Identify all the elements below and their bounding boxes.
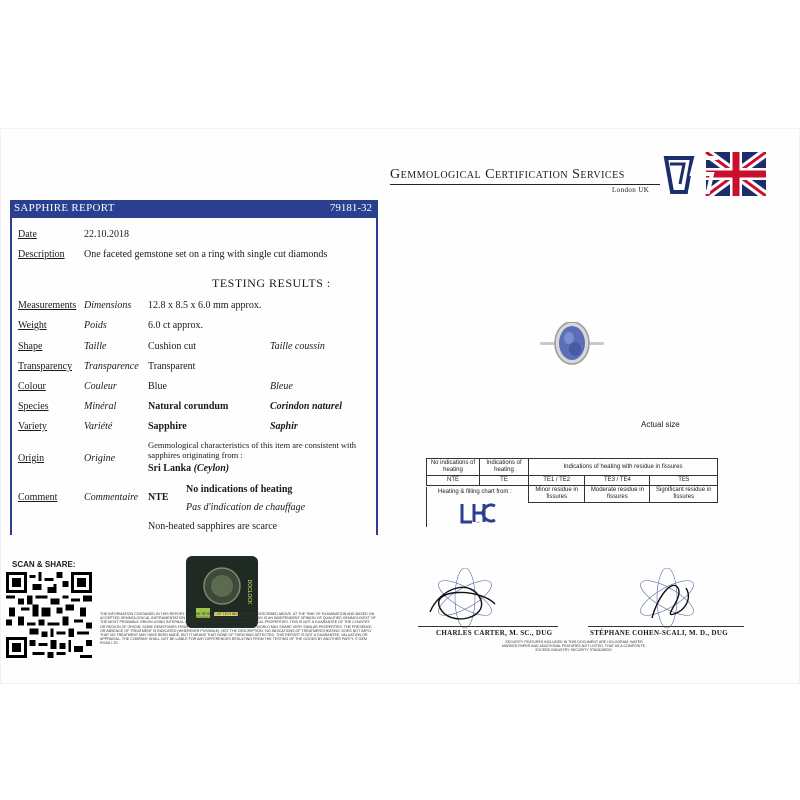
field-label-fr: Couleur	[84, 381, 117, 392]
description-label: Description	[18, 249, 65, 260]
image-caption: Actual size	[641, 420, 680, 429]
signer-2-name: STÉPHANE COHEN-SCALI, M. D., DUG	[590, 629, 728, 637]
table-cell: TE5	[650, 476, 718, 486]
comment-code: NTE	[148, 492, 169, 503]
report-band	[10, 200, 378, 218]
comment-text-fr: Pas d'indication de chauffage	[186, 502, 306, 513]
signature-2-icon	[612, 568, 722, 634]
testing-results-title: TESTING RESULTS :	[212, 276, 331, 290]
comment-extra: Non-heated sapphires are scarce	[148, 521, 278, 532]
table-cell: Significant residue in fissures	[650, 486, 718, 503]
field-value-fr: Bleue	[270, 381, 293, 392]
table-cell: Indications of heating with residue in fissures	[529, 459, 718, 476]
field-label-en: Variety	[18, 421, 47, 432]
title-rule	[390, 184, 660, 185]
security-note: SECURITY FEATURES INCLUDED IN THIS DOCUMENT ARE HOLOGRAM, WATER MARKED PAPER AND ADDITIONAL FEATURES NOT LISTED, THAT AS A COMPOSITE, EXCEED INDUSTRY SECURITY STANDARDS.	[501, 640, 647, 653]
origin-note: Gemmological characteristics of this item are consistent with	[148, 440, 356, 450]
hologram-text: DOCLOCK	[246, 579, 252, 605]
field-label-fr: Variété	[84, 421, 113, 432]
heating-chart-label: Heating & filling chart from :	[438, 489, 512, 495]
comment-text: No indications of heating	[186, 484, 293, 495]
table-divider	[426, 487, 427, 527]
field-value: 6.0 ct approx.	[148, 320, 203, 331]
report-number: 79181-32	[329, 202, 372, 214]
field-label-fr: Minéral	[84, 401, 117, 412]
table-cell: No indications of heating	[427, 459, 480, 476]
origin-country-fr: (Ceylon)	[193, 463, 230, 474]
field-label-fr: Taille	[84, 341, 107, 352]
field-value-fr: Taille coussin	[270, 341, 325, 352]
scan-share-label: SCAN & SHARE:	[12, 560, 76, 569]
table-cell: TE1 / TE2	[529, 476, 585, 486]
table-cell: Moderate residue in fissures	[585, 486, 650, 503]
field-label-en: Shape	[18, 341, 43, 352]
field-value: Natural corundum	[148, 401, 229, 412]
field-label-fr: Poids	[84, 320, 107, 331]
origin-note: sapphires originating from :	[148, 450, 243, 460]
left-border	[10, 218, 12, 535]
table-cell: NTE	[427, 476, 480, 486]
field-label-fr: Dimensions	[84, 300, 132, 311]
signature-line	[418, 626, 558, 627]
origin-label-fr: Origine	[84, 453, 116, 464]
lhc-logo-icon	[460, 502, 496, 524]
field-label-en: Colour	[18, 381, 46, 392]
qr-code[interactable]	[6, 572, 92, 658]
field-label-en: Species	[18, 401, 49, 412]
field-label-fr: Transparence	[84, 361, 139, 372]
field-value-fr: Saphir	[270, 421, 298, 432]
right-border	[376, 218, 378, 535]
origin-country	[148, 463, 229, 475]
company-city: London UK	[612, 186, 650, 194]
gcs-logo-icon	[662, 152, 766, 196]
description-value: One faceted gemstone set on a ring with single cut diamonds	[84, 249, 328, 260]
comment-label-en: Comment	[18, 492, 58, 503]
field-value: 12.8 x 8.5 x 6.0 mm approx.	[148, 300, 262, 311]
lhc-logo-text: LHC	[475, 522, 481, 524]
company-title: Gemmological Certification Services	[390, 167, 625, 182]
field-value: Sapphire	[148, 421, 187, 432]
ring-photo	[540, 322, 604, 366]
field-value: Blue	[148, 381, 167, 392]
field-value: Cushion cut	[148, 341, 197, 352]
date-value: 22.10.2018	[84, 229, 129, 240]
comment-label-fr: Commentaire	[84, 492, 139, 503]
table-cell: Minor residue in fissures	[529, 486, 585, 503]
report-type: SAPPHIRE REPORT	[14, 202, 115, 214]
table-cell: TE	[480, 476, 529, 486]
origin-label-en: Origin	[18, 453, 45, 464]
origin-country-name: Sri Lanka	[148, 463, 192, 474]
disclaimer-text: THE INFORMATION CONTAINED IN THIS REPORT ARE THE RESULT OF TESTING THE ITEM DESCRIBED ABOVE, AT THE TIME OF EXAMINATION AND BASED ON ACCEPTED GEMMOLOGICAL INSTRUMENTATION AND METHODS. THE INDICATION OF ORIGIN IS AN INDEPENDENT OPINION OF QUALIFIED GEMMOLOGIST OF THE MOST PROBABLE ORIGIN USING INTERNAL CHARACTERISTIC, CHEMICAL AND PHYSICAL PROPERTIES. THIS IS NOT A GUARANTEE OF THE COUNTRY OR REGION OF ORIGIN. SOME GEMSTONES FROM DIFFERENT LOCATIONS AROUND THE WORLD MAY SHARE VERY SIMILAR PROPERTIES. THE PRESENCE OR ABSENCE OF TREATMENT IS INDICATED (WHEREVER POSSIBLE), NOT THE DESCRIPTION. 'NO INDICATIONS OF TREATMENT/HEATING' DOES NOT IMPLY THAT NO TREATMENT MAY HAVE BEEN MADE, BUT IT MEANS THAT NONE OF THEM WAS DETECTED. THIS REPORT IS NOT A GUARANTEE, VALUATION OR APPRAISAL. THE COMPANY SHALL NOT BE LIABLE FOR ANY DIFFERENCES RESULTING FROM THE TESTING OF THE GOODS BY ANOTHER PARTY. © GEM ROAD LTD	[100, 612, 376, 646]
field-label-en: Weight	[18, 320, 47, 331]
date-label: Date	[18, 229, 37, 240]
field-value: Transparent	[148, 361, 196, 372]
signature-1-icon	[410, 568, 520, 634]
table-cell: TE3 / TE4	[585, 476, 650, 486]
signature-line	[588, 626, 744, 627]
heating-table	[426, 458, 718, 503]
field-label-en: Transparency	[18, 361, 73, 372]
field-value-fr: Corindon naturel	[270, 401, 342, 412]
table-cell: Indications of heating	[480, 459, 529, 476]
field-label-en: Measurements	[18, 300, 77, 311]
signer-1-name: CHARLES CARTER, M. SC., DUG	[436, 629, 553, 637]
